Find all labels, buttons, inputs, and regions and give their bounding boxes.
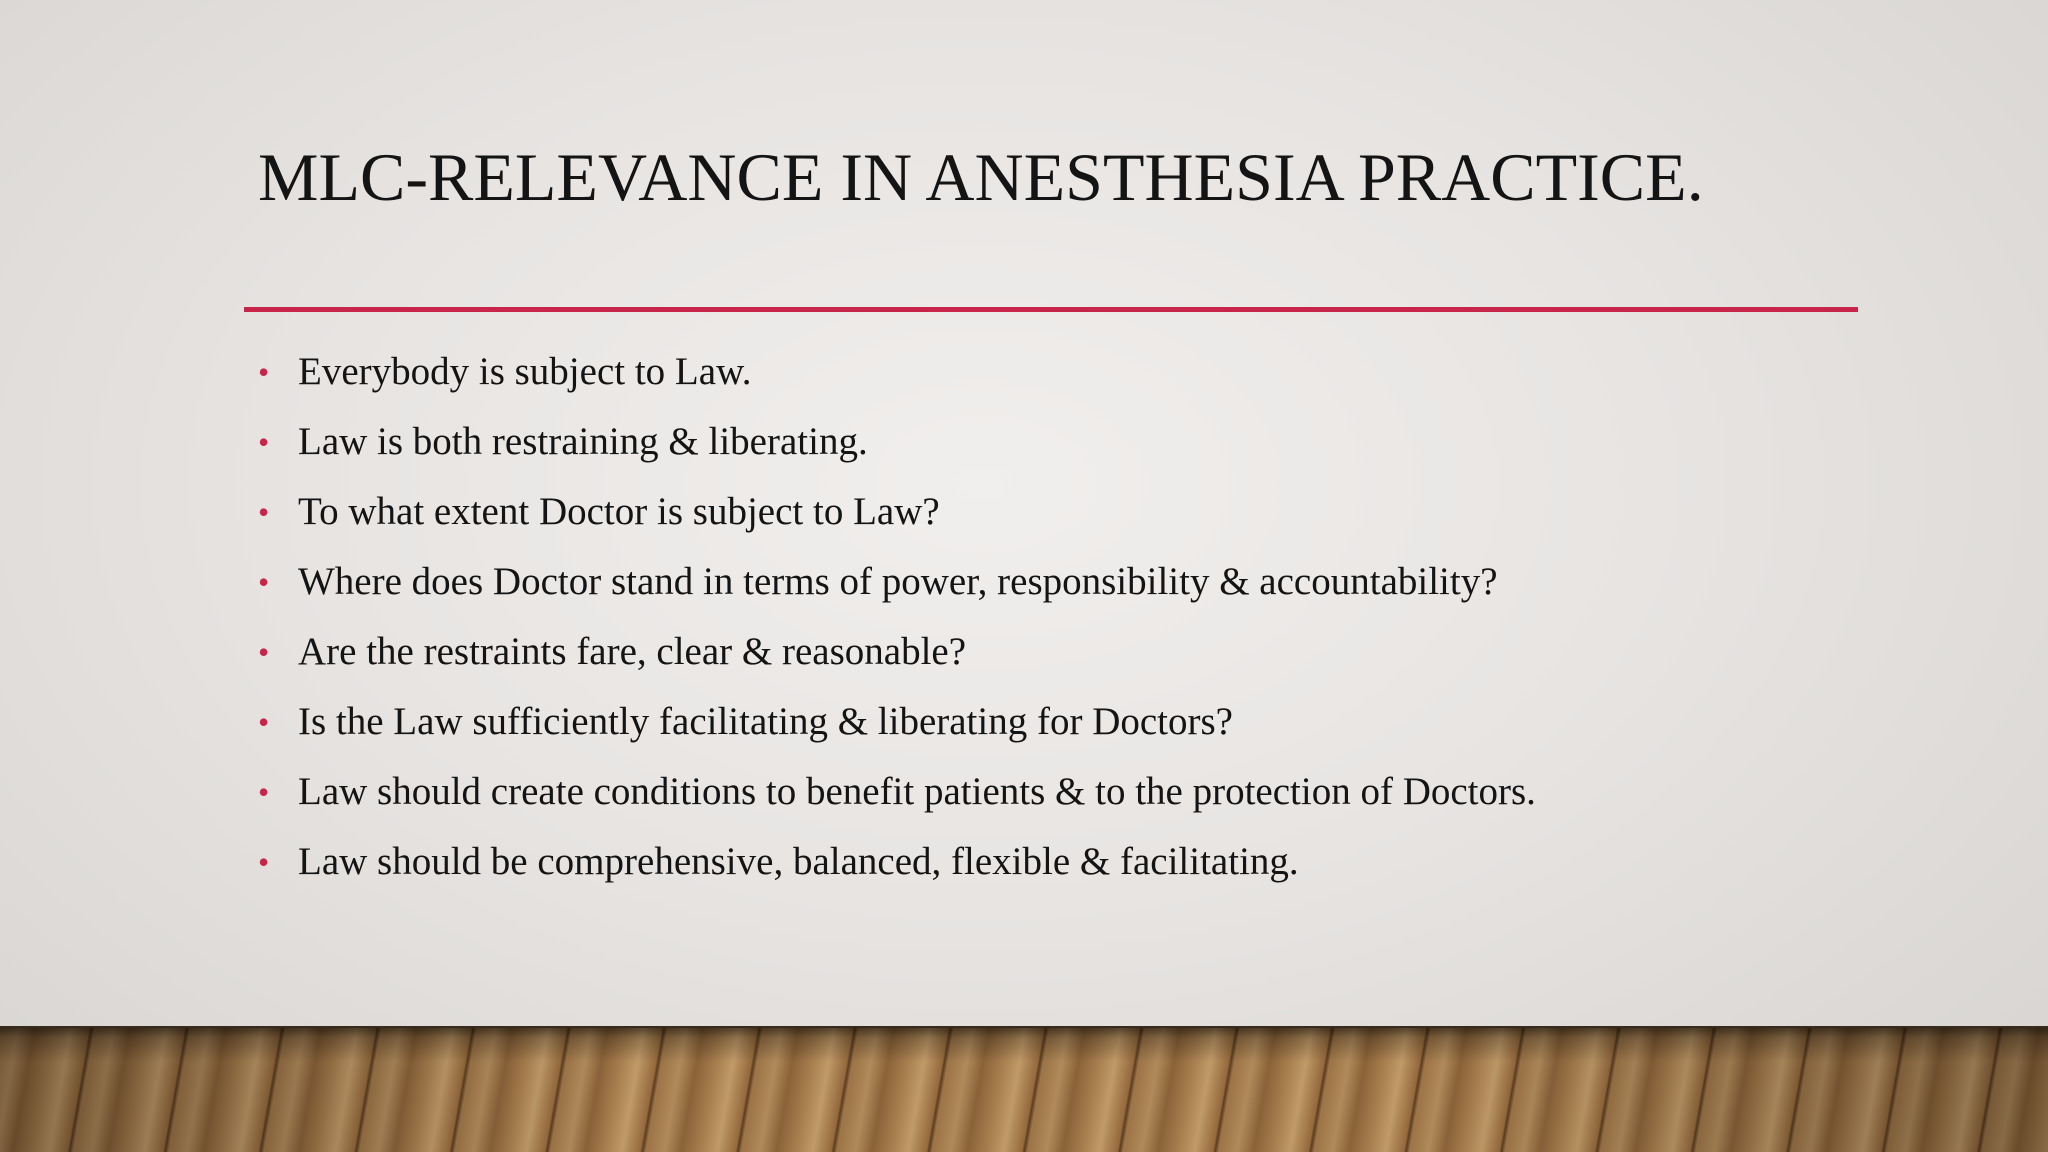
bullet-text: Law should create conditions to benefit patients & to the protection of Doctors. (298, 770, 1536, 813)
bullet-text: Are the restraints fare, clear & reasonable? (298, 630, 967, 673)
bullet-text: Is the Law sufficiently facilitating & liberating for Doctors? (298, 700, 1233, 743)
bullet-text: Where does Doctor stand in terms of power, responsibility & accountability? (298, 560, 1498, 603)
slide-title: MLC-RELEVANCE IN ANESTHESIA PRACTICE. (258, 139, 1704, 215)
bullet-item (258, 764, 1536, 834)
bullet-dot-icon: • (258, 564, 270, 600)
bullet-text: To what extent Doctor is subject to Law? (298, 490, 940, 533)
bullet-item (258, 694, 1536, 764)
bullet-dot-icon: • (258, 424, 270, 460)
bullet-text: Law should be comprehensive, balanced, flexible & facilitating. (298, 840, 1299, 883)
bullet-dot-icon: • (258, 844, 270, 880)
bullet-item (258, 414, 1536, 484)
bullet-list (258, 344, 1536, 904)
floor-shading (0, 1028, 2048, 1152)
bullet-item (258, 554, 1536, 624)
bullet-dot-icon: • (258, 774, 270, 810)
bullet-dot-icon: • (258, 354, 270, 390)
bullet-item (258, 624, 1536, 694)
bullet-dot-icon: • (258, 494, 270, 530)
bullet-item (258, 834, 1536, 904)
bullet-item (258, 344, 1536, 414)
bullet-item (258, 484, 1536, 554)
bullet-dot-icon: • (258, 634, 270, 670)
title-divider (244, 307, 1858, 312)
bullet-dot-icon: • (258, 704, 270, 740)
bullet-text: Everybody is subject to Law. (298, 350, 752, 393)
bullet-text: Law is both restraining & liberating. (298, 420, 868, 463)
